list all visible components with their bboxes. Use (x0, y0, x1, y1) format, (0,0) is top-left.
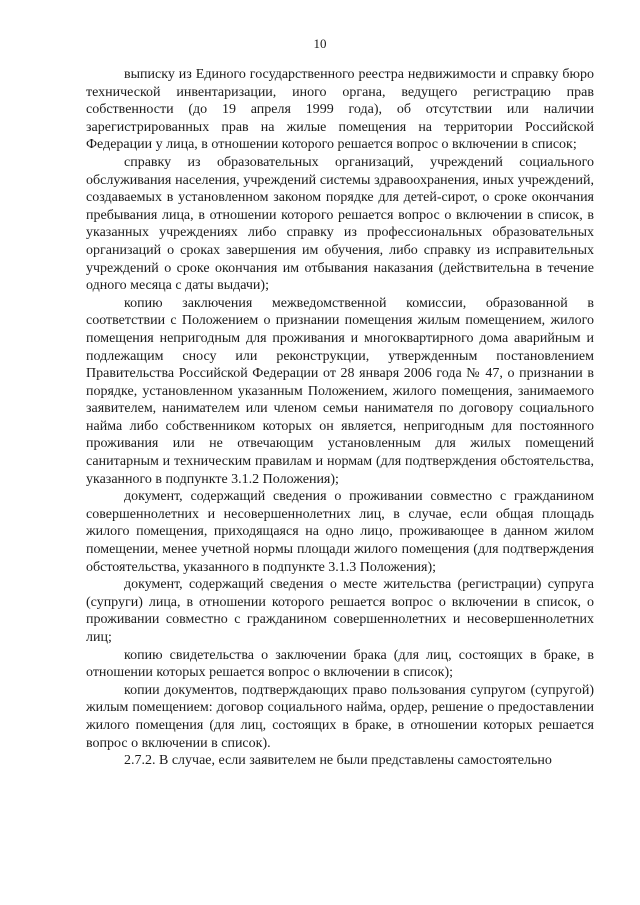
paragraph-institution-certificate: справку из образовательных организаций, учреждений социального обслуживания населения, учреждений системы здравоохранения, иных учреждений, создаваемых в установленном законом порядке для детей-сирот, о сроке окончания пребывания лица, в отношении которого решается вопрос о включении в список, в указанных учреждениях либо справку из профессиональных образовательных организаций о сроках завершения им обучения, либо справку из исправительных учреждений о сроке окончания им отбывания наказания (действительна в течение одного месяца с даты выдачи); (86, 154, 594, 294)
paragraph-section-2-7-2: 2.7.2. В случае, если заявителем не были представлены самостоятельно (124, 753, 552, 769)
paragraph-egrn-extract: выписку из Единого государственного реестра недвижимости и справку бюро технической инвентаризации, иного органа, ведущего регистрацию прав собственности (до 19 апреля 1999 года), об отсутствии или наличии зарегистрированных прав на жилые помещения на территории Российской Федерации у лица, в отношении которого решается вопрос о включении в список; (86, 67, 594, 153)
paragraph-spouse-residence: документ, содержащий сведения о месте жительства (регистрации) супруга (супруги) лица, в отношении которого решается вопрос о включении в список, о проживании совместно с гражданином совершеннолетних и несовершеннолетних лиц; (86, 577, 594, 645)
paragraph-cohabitation-document: документ, содержащий сведения о проживании совместно с гражданином совершеннолетних и несовершеннолетних лиц, в случае, если общая площадь жилого помещения, приходящаяся на одно лицо, проживающее в данном жилом помещении, менее учетной нормы площади жилого помещения (для подтверждения обстоятельства, указанного в подпункте 3.1.3 Положения); (86, 489, 594, 575)
page-number: 10 (313, 36, 327, 51)
document-body (86, 66, 594, 770)
paragraph-marriage-certificate: копию свидетельства о заключении брака (для лиц, состоящих в браке, в отношении которых решается вопрос о включении в список); (86, 647, 594, 681)
paragraph-commission-conclusion: копию заключения межведомственной комиссии, образованной в соответствии с Положением о признании помещения жилым помещением, жилого помещения непригодным для проживания и многоквартирного дома аварийным и подлежащим сносу или реконструкции, утвержденным постановлением Правительства Российской Федерации от 28 января 2006 года № 47, о признании в порядке, установленном указанным Положением, жилого помещения, занимаемого заявителем, нанимателем или членом семьи нанимателя по договору социального найма либо собственником которых он является, непригодным для постоянного проживания или не отвечающим установленным для жилых помещений санитарным и техническим правилам и нормам (для подтверждения обстоятельства, указанного в подпункте 3.1.2 Положения); (86, 295, 594, 487)
paragraph-spouse-documents: копии документов, подтверждающих право пользования супругом (супругой) жилым помещением: договор социального найма, ордер, решение о предоставлении жилого помещения (для лиц, состоящих в браке, в отношении которых решается вопрос о включении в список). (86, 682, 594, 751)
